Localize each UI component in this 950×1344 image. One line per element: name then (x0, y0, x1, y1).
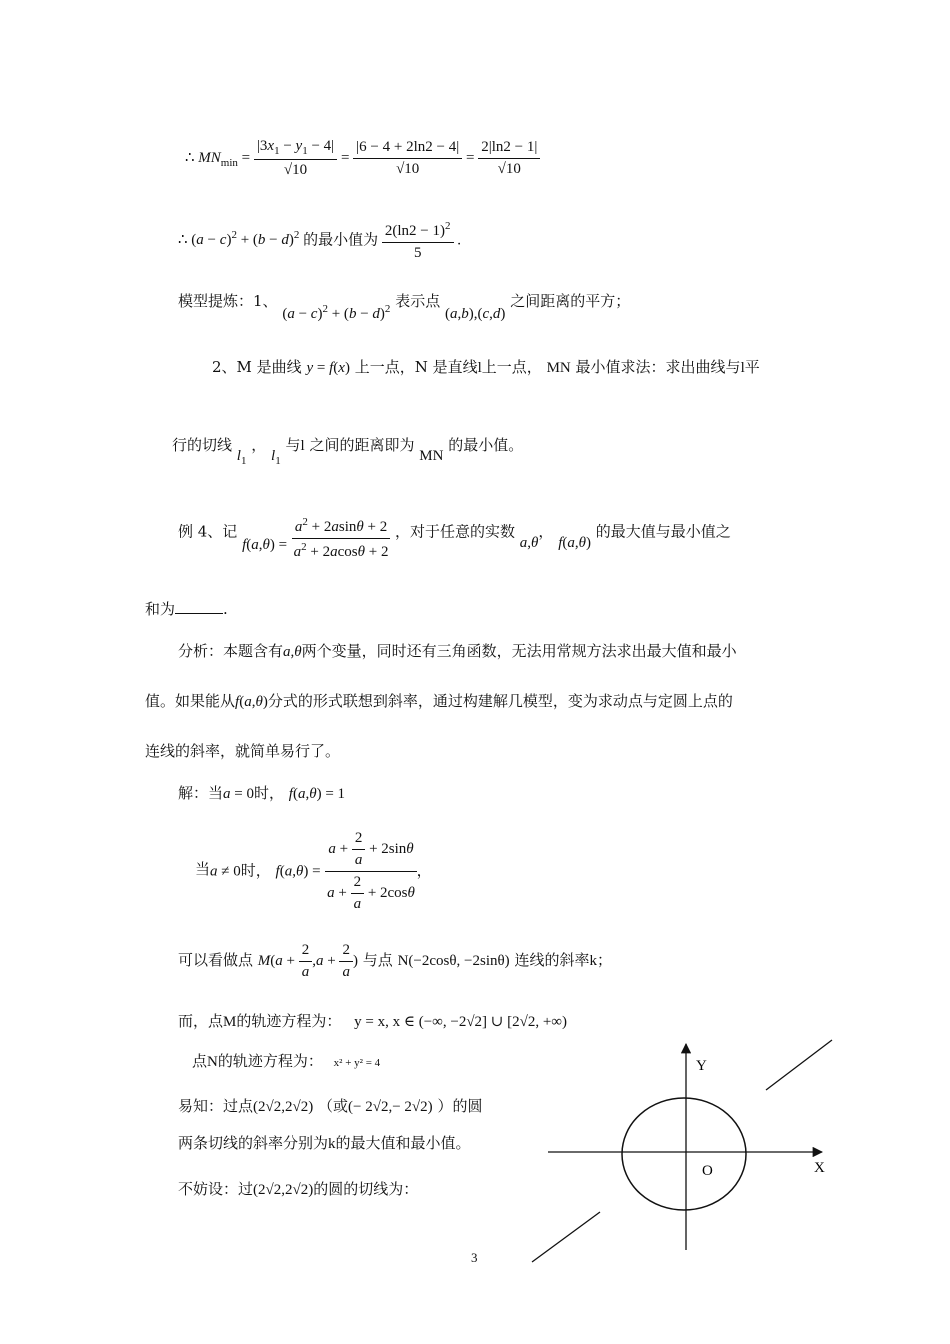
solution-line-1: 解：当a = 0时， f(a,θ) = 1 (178, 784, 346, 802)
origin-label: O (702, 1163, 713, 1179)
answer-blank (175, 613, 223, 614)
circle (622, 1098, 746, 1210)
point-N: N(−2cosθ, −2sinθ) (397, 952, 510, 969)
model-summary-2: 2、M 是曲线 y = f(x) 上一点，N 是直线l上一点， MN 最小值求法：求出曲线与l平 (212, 358, 760, 376)
slope-line: 可以看做点 M(a + $\frac{2}{a}$ ,a + $\frac{2}{a}$ ) 与点 N(−2cosθ, −2sinθ) 连线的斜率k； (178, 942, 612, 980)
assume-line: 不妨设：过(2√2,2√2)的圆的切线为： (178, 1180, 419, 1198)
x-axis-label: X (814, 1160, 825, 1176)
mn-min-formula: ∴ $MN_{min}$ = $\frac{|3x_1 - y_1 - 4|}{√10}$ = $\frac{|6 - 4 + 2\ln 2 - 4|}{√10}$ = $\frac{2|\ln 2 - 1|}{√10}$ (185, 138, 540, 179)
y-axis-label: Y (696, 1058, 707, 1074)
example-4: 例 4、记 f(a,θ) = $\frac{a^2 + 2asin\theta + 2}{a^2 + 2acos\theta + 2}$ ，对于任意的实数 a,θ， f(a,θ) 的最大值与最小值之 (178, 516, 731, 560)
locus-N-line: 点N的轨迹方程为： x² + y² = 4 (192, 1052, 381, 1070)
model-summary-2-cont: 行的切线 $l_1$ ， $l_1$ 与l 之间的距离即为 MN 的最小值。 (172, 436, 524, 467)
min-value-line: ∴ $(a - c)^2 + (b - d)^2$ 的最小值为 $\frac{2(\ln 2 - 1)^2}{5}$ . (178, 220, 462, 261)
page-number: 3 (471, 1250, 478, 1265)
analysis-line-1: 分析：本题含有a,θ两个变量，同时还有三角函数，无法用常规方法求出最大值和最小 (178, 642, 737, 660)
analysis-line-2: 值。如果能从f(a,θ)分式的形式联想到斜率，通过构建解几模型，变为求动点与定圆上点的 (145, 692, 733, 710)
locus-M-line: 而，点M的轨迹方程为： y = x, x ∈ (−∞, −2√2] ∪ [2√2, +∞) (178, 1012, 567, 1030)
model-summary-1: 模型提炼：1、 $(a - c)^2 + (b - d)^2$ 表示点 (a,b),(c,d) 之间距离的平方； (178, 292, 631, 322)
tangent-line-lower (532, 1212, 600, 1262)
analysis-line-3: 连线的斜率，就简单易行了。 (145, 742, 341, 760)
solution-line-2: 当a ≠ 0时， f(a,θ) = a + $\frac{2}{a}$ + 2sinθ a + $\frac{2}{a}$ + 2cosθ ， (195, 830, 432, 912)
tangent-line-upper (766, 1040, 832, 1090)
tangent-line: 两条切线的斜率分别为k的最大值和最小值。 (178, 1134, 471, 1152)
coordinate-figure (530, 1030, 850, 1270)
example-4-cont: 和为 . (145, 600, 228, 618)
easy-line: 易知：过点(2√2,2√2) （或(− 2√2,− 2√2) ）的圆 (178, 1097, 483, 1115)
